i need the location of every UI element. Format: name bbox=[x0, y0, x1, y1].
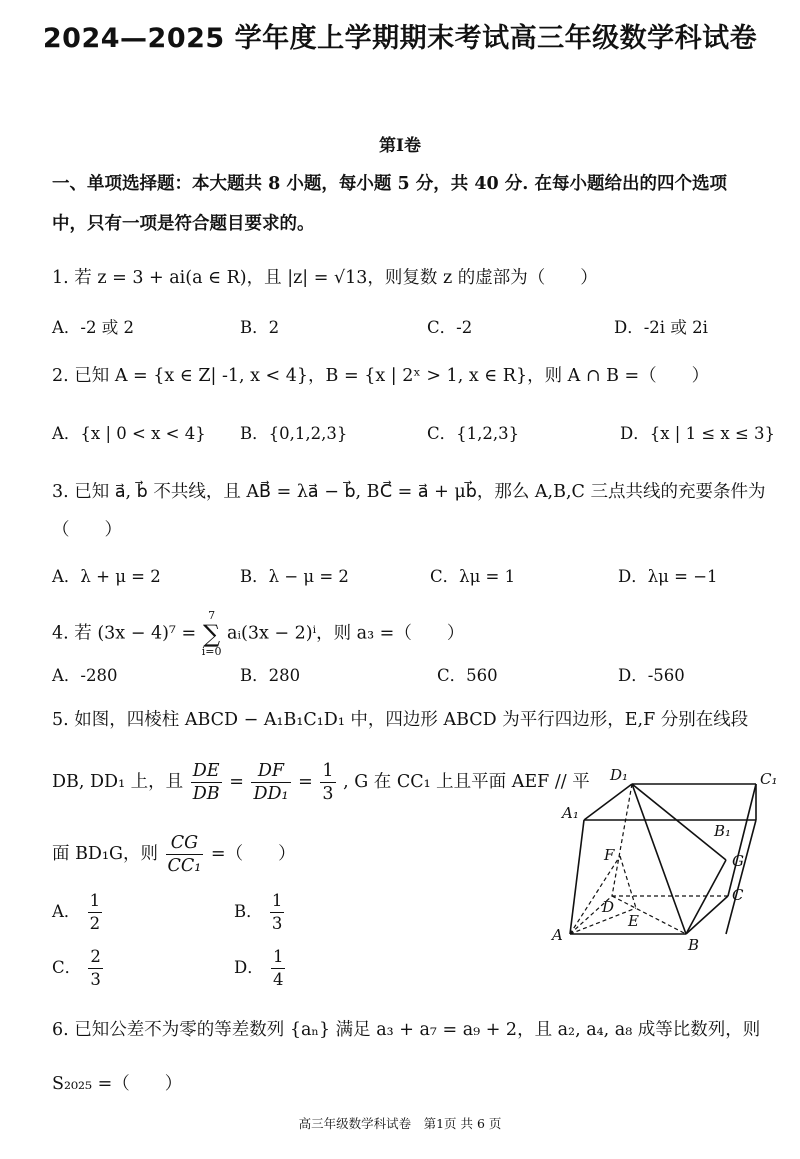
label-a1: A₁ bbox=[562, 804, 579, 822]
question-2-stem: 2. 已知 A = {x ∈ Z| -1, x < 4}，B = {x | 2ˣ > 1, x ∈ R}，则 A ∩ B =（ ） bbox=[52, 366, 710, 386]
q2-option-c: C．{1,2,3} bbox=[427, 424, 520, 443]
label-d: D bbox=[602, 898, 615, 916]
edge-a1-a bbox=[570, 820, 584, 934]
option-label: A． bbox=[52, 902, 81, 921]
label-g: G bbox=[732, 852, 744, 870]
label-b: B bbox=[688, 936, 700, 954]
question-4-stem bbox=[52, 610, 464, 658]
q2-option-d: D．{x | 1 ≤ x ≤ 3} bbox=[620, 424, 776, 443]
option-label: C． bbox=[52, 958, 82, 977]
q1-option-d: D．-2i 或 2i bbox=[614, 318, 708, 337]
question-5-line-3 bbox=[52, 832, 296, 877]
sum-lower-limit: i=0 bbox=[201, 645, 222, 658]
edge-d1-d-dashed bbox=[612, 784, 632, 896]
fraction-df-dd1 bbox=[251, 760, 290, 805]
edge-f-e-dashed bbox=[620, 856, 636, 908]
q1-option-a: A．-2 或 2 bbox=[52, 318, 134, 337]
fraction-denominator: DD₁ bbox=[253, 784, 289, 804]
fraction-numerator: DF bbox=[251, 760, 290, 783]
edge-b-c bbox=[686, 896, 728, 934]
question-5-line-2: DB, DD₁ 上，且 $\frac{DE}{DB}$ = $\frac{DF}{\text{DD₁}}$ = $\frac{1}{3}$ , G 在 CC₁ 上且平面 AEF // 平 bbox=[52, 761, 590, 804]
fraction-denominator: 4 bbox=[272, 970, 284, 989]
q1-option-c: C．-2 bbox=[427, 318, 473, 337]
q3-option-d: D．λμ = −1 bbox=[618, 567, 718, 586]
fraction-numerator: DE bbox=[191, 760, 222, 783]
q5-option-b bbox=[234, 890, 286, 935]
q4-option-b: B．280 bbox=[240, 666, 301, 685]
q5-line3-prefix: 面 BD₁G，则 bbox=[52, 844, 158, 864]
question-3-options bbox=[52, 563, 772, 591]
question-4-options bbox=[52, 662, 772, 690]
q2-option-a: A．{x | 0 < x < 4} bbox=[52, 424, 206, 443]
section-line-1: 一、单项选择题：本大题共 8 小题，每小题 5 分，共 40 分. 在每小题给出的四个选项 bbox=[52, 174, 727, 194]
label-e: E bbox=[628, 912, 639, 930]
label-a: A bbox=[552, 926, 563, 944]
fraction-denominator: 3 bbox=[271, 914, 283, 933]
summation-sign bbox=[202, 610, 222, 658]
q5-option-d bbox=[234, 946, 287, 991]
q5-line3-suffix: =（ ） bbox=[210, 844, 296, 864]
fraction-denominator: DB bbox=[192, 784, 220, 804]
fraction-numerator: 1 bbox=[271, 946, 286, 969]
question-1-stem: 1. 若 z = 3 + ai(a ∈ R)，且 |z| = √13，则复数 z 的虚部为（ ） bbox=[52, 268, 598, 288]
fraction-denominator: CC₁ bbox=[167, 856, 202, 876]
fraction-cg-cc1 bbox=[166, 832, 204, 877]
q2-option-b: B．{0,1,2,3} bbox=[240, 424, 348, 443]
fraction-numerator: 1 bbox=[322, 761, 334, 781]
label-b1: B₁ bbox=[714, 822, 732, 840]
q5-option-a bbox=[52, 890, 104, 935]
q4-option-a: A．-280 bbox=[52, 666, 118, 685]
question-6-stem-cont: S₂₀₂₅ =（ ） bbox=[52, 1074, 183, 1094]
label-f: F bbox=[604, 846, 615, 864]
fraction-denominator: 3 bbox=[90, 970, 101, 989]
q3-option-b: B．λ − μ = 2 bbox=[240, 567, 349, 586]
fraction-denominator: 3 bbox=[322, 784, 334, 804]
option-label: D． bbox=[234, 958, 264, 977]
edge-a1-d1 bbox=[584, 784, 632, 820]
edge-c1-c bbox=[728, 784, 756, 896]
sigma-icon: ∑ bbox=[203, 620, 221, 648]
question-5-stem: 5. 如图，四棱柱 ABCD − A₁B₁C₁D₁ 中，四边形 ABCD 为平行四边形，E,F 分别在线段 bbox=[52, 710, 749, 730]
fraction-numerator: 1 bbox=[270, 890, 285, 913]
q5-option-c bbox=[52, 946, 105, 991]
section-instructions bbox=[52, 164, 772, 244]
q4-suffix: aᵢ(3x − 2)ⁱ，则 a₃ =（ ） bbox=[227, 623, 465, 644]
q5-line2-suffix: , G 在 CC₁ 上且平面 AEF // 平 bbox=[343, 772, 590, 792]
section-line-2: 中，只有一项是符合题目要求的。 bbox=[52, 214, 315, 234]
q3-option-c: C．λμ = 1 bbox=[430, 567, 516, 586]
q1-option-b: B．2 bbox=[240, 318, 280, 337]
fraction-numerator: CG bbox=[166, 832, 204, 855]
q5-line2-prefix: DB, DD₁ 上，且 bbox=[52, 772, 184, 792]
fraction-denominator: 2 bbox=[89, 914, 101, 933]
question-6-stem: 6. 已知公差不为零的等差数列 {aₙ} 满足 a₃ + a₇ = a₉ + 2，且 a₂, a₄, a₈ 成等比数列，则 bbox=[52, 1020, 761, 1040]
label-c1: C₁ bbox=[760, 770, 778, 788]
q3-option-a: A．λ + μ = 2 bbox=[52, 567, 161, 586]
page-footer: 高三年级数学科试卷 第1页 共 6 页 bbox=[298, 1116, 502, 1131]
q4-option-d: D．-560 bbox=[618, 666, 685, 685]
q4-prefix: 4. 若 (3x − 4)⁷ = bbox=[52, 623, 197, 644]
question-3-stem: 3. 已知 a⃗, b⃗ 不共线，且 AB⃗ = λa⃗ − b⃗, BC⃗ = a⃗ + μb⃗，那么 A,B,C 三点共线的充要条件为 bbox=[52, 482, 766, 502]
prism-figure bbox=[548, 760, 788, 960]
q4-option-c: C．560 bbox=[437, 666, 498, 685]
fraction-one-third bbox=[320, 760, 335, 805]
fraction-numerator: 1 bbox=[88, 890, 103, 913]
question-3-stem-cont: （ ） bbox=[52, 520, 122, 540]
fraction-numerator: 2 bbox=[88, 946, 103, 969]
question-1-options bbox=[52, 314, 772, 342]
label-d1: D₁ bbox=[610, 766, 629, 784]
label-c: C bbox=[732, 886, 744, 904]
fraction-de-db bbox=[191, 760, 222, 805]
option-label: B． bbox=[234, 902, 263, 921]
volume-heading: 第Ⅰ卷 bbox=[379, 136, 421, 156]
exam-title: 2024—2025 学年度上学期期末考试高三年级数学科试卷 bbox=[42, 23, 758, 54]
question-2-options bbox=[52, 420, 776, 448]
edge-g-b bbox=[686, 860, 726, 934]
sum-upper-limit: 7 bbox=[208, 609, 216, 622]
